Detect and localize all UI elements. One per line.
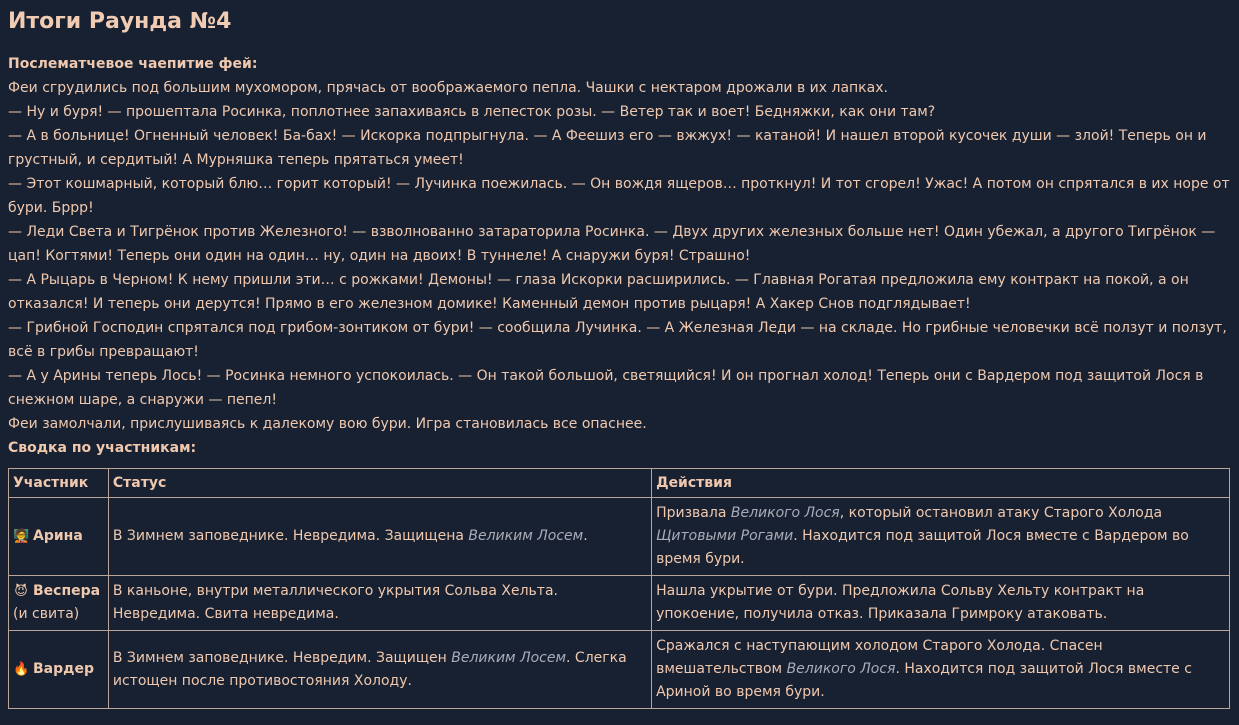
story-paragraph: — А Рыцарь в Черном! К нему пришли эти… с рожками! Демоны! — глаза Искорки расширились. — Главная Рогатая предложила ему контракт на покой, а он отказался! И теперь они дерутся! Прямо в его железном домике! Каменный демон против рыцаря! А Хакер Снов подглядывает!: [8, 272, 1189, 312]
fire-emoji-icon: 🔥: [13, 662, 30, 677]
participant-cell: [9, 576, 109, 631]
story-paragraph: Феи сгрудились под большим мухомором, прячась от воображаемого пепла. Чашки с нектаром дрожали в их лапках.: [8, 80, 888, 96]
participant-subtitle: (и свита): [13, 606, 80, 622]
story-paragraph: — А у Арины теперь Лось! — Росинка немного успокоилась. — Он такой большой, светящийся! И он прогнал холод! Теперь они с Вардером под защитой Лося в снежном шаре, а снаружи — пепел!: [8, 368, 1204, 408]
actions-text: . Находится под защитой Лося вместе с Вардером во время бури.: [656, 528, 1189, 567]
participants-table: [8, 468, 1230, 709]
status-text: В Зимнем заповеднике. Невредим. Защищен: [112, 649, 452, 666]
header-participant: Участник: [9, 469, 109, 498]
status-cell: [108, 576, 651, 631]
story-block: [8, 52, 1231, 460]
participant-name: Вардер: [33, 661, 94, 677]
actions-emphasis: Великого Лося: [786, 661, 896, 677]
status-text: В Зимнем заповеднике. Невредима. Защищена: [112, 528, 469, 544]
table-row: [9, 631, 1230, 709]
actions-emphasis: Щитовыми Рогами: [656, 528, 794, 544]
page-title: Итоги Раунда №4: [8, 9, 232, 34]
actions-cell: [652, 576, 1230, 631]
summary-title: Сводка по участникам:: [8, 440, 197, 456]
participant-name: Арина: [33, 528, 83, 544]
actions-cell: [652, 498, 1230, 576]
actions-text: Нашла укрытие от бури. Предложила Сольву Хельту контракт на упокоение, получила отказ. Приказала Гримроку атаковать.: [656, 583, 1145, 622]
table-row: [9, 498, 1230, 576]
teacher-emoji-icon: 🧑‍🏫: [13, 529, 30, 544]
story-paragraph: — Этот кошмарный, который блю… горит который! — Лучинка поежилась. — Он вождя ящеров… проткнул! И тот сгорел! Ужас! А потом он спрятался в их норе от бури. Бррр!: [8, 176, 1230, 216]
table-header-row: [9, 469, 1230, 498]
participant-cell: [9, 498, 109, 576]
actions-text: Призвала: [656, 505, 731, 521]
story-paragraph: — Грибной Господин спрятался под грибом-зонтиком от бури! — сообщила Лучинка. — А Железная Леди — на складе. Но грибные человечки всё ползут и ползут, всё в грибы превращают!: [8, 320, 1227, 360]
story-paragraph: — А в больнице! Огненный человек! Ба-бах! — Искорка подпрыгнула. — А Феешиз его — вжжух! — катаной! И нашел второй кусочек души — злой! Теперь он и грустный, и сердитый! А Мурняшка теперь прятаться умеет!: [8, 128, 1207, 168]
status-text: . Слегка истощен после противостояния Холоду.: [112, 649, 627, 689]
actions-text: . Находится под защитой Лося вместе с Ариной во время бури.: [656, 661, 1192, 700]
status-emphasis: Великим Лосем: [451, 649, 567, 666]
header-status: Статус: [108, 469, 651, 498]
actions-text: , который остановил атаку Старого Холода: [839, 505, 1163, 521]
status-cell: [108, 498, 651, 576]
status-text: В каньоне, внутри металлического укрытия Сольва Хельта. Невредима. Свита невредима.: [112, 583, 558, 622]
actions-text: Сражался с наступающим холодом Старого Холода. Спасен вмешательством: [656, 638, 1103, 677]
status-emphasis: Великим Лосем: [468, 528, 584, 544]
story-paragraph: Феи замолчали, прислушиваясь к далекому вою бури. Игра становилась все опаснее.: [8, 416, 647, 432]
participant-cell: [9, 631, 109, 709]
section-title: Послематчевое чаепитие фей:: [8, 56, 258, 72]
participant-name: Веспера: [33, 583, 101, 599]
devil-emoji-icon: 😈: [14, 584, 28, 599]
table-row: [9, 576, 1230, 631]
story-paragraph: — Ну и буря! — прошептала Росинка, поплотнее запахиваясь в лепесток розы. — Ветер так и воет! Бедняжки, как они там?: [8, 104, 936, 120]
actions-emphasis: Великого Лося: [730, 505, 840, 521]
status-cell: [108, 631, 651, 709]
story-paragraph: — Леди Света и Тигрёнок против Железного! — взволнованно затараторила Росинка. — Двух других железных больше нет! Один убежал, а другого Тигрёнок — цап! Когтями! Теперь они один на один… ну, один на двоих! В туннеле! А снаружи буря! Страшно!: [8, 224, 1216, 264]
actions-cell: [652, 631, 1230, 709]
status-text: .: [583, 528, 588, 544]
table-body: [9, 498, 1230, 709]
header-actions: Действия: [652, 469, 1230, 498]
